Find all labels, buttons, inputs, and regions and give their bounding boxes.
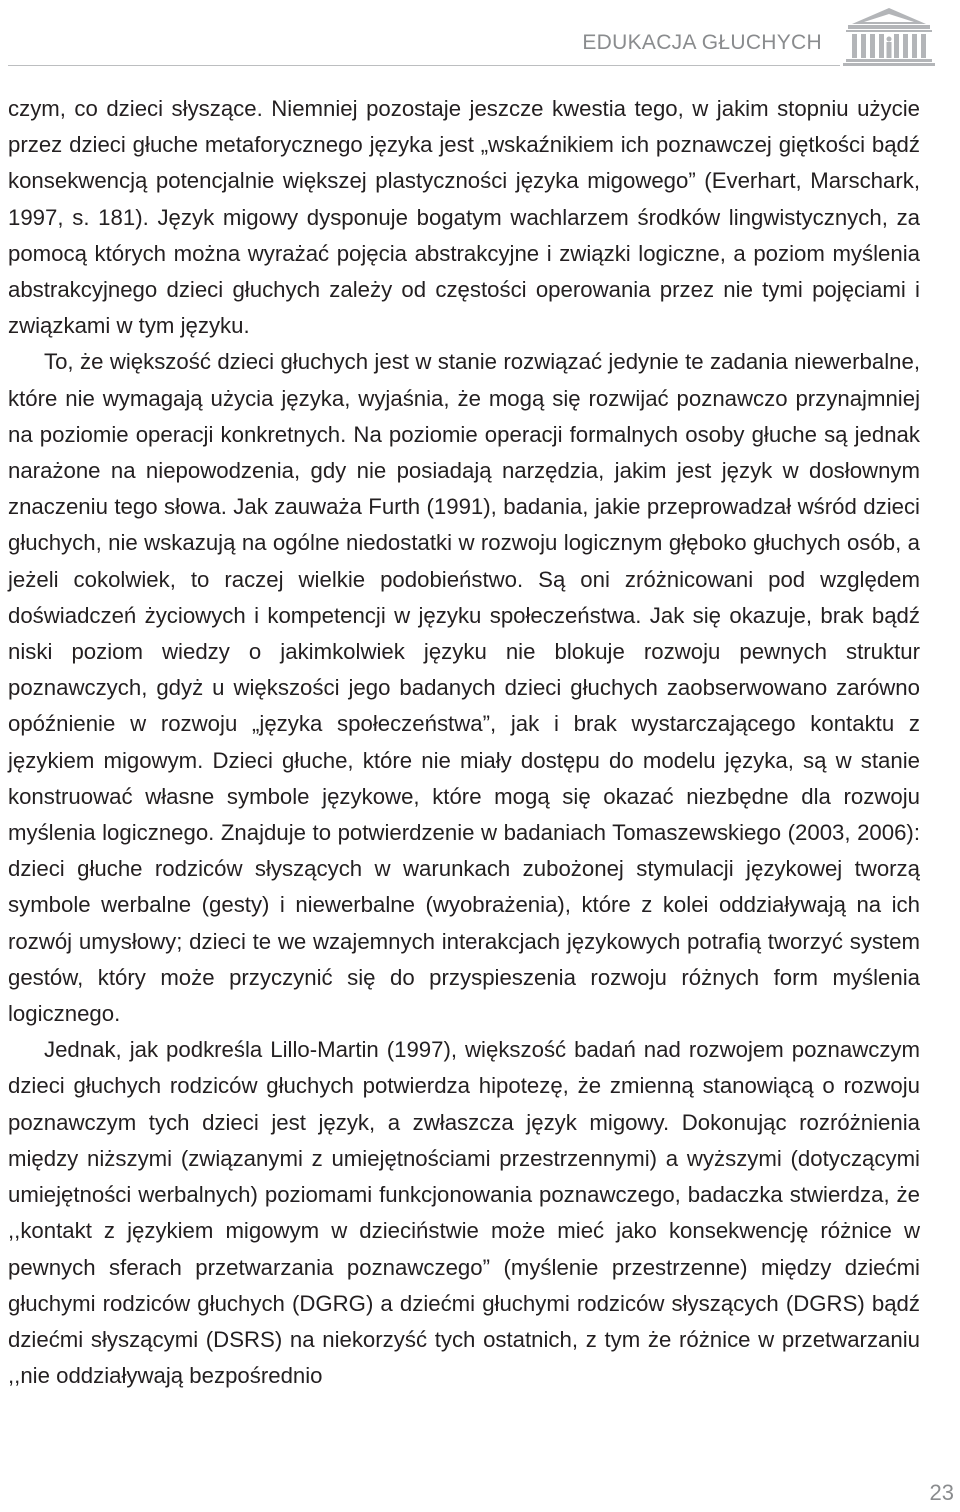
page-header	[0, 0, 960, 80]
page-number: 23	[929, 1480, 954, 1505]
header-rule	[8, 65, 840, 66]
body-text	[8, 91, 920, 1394]
running-head-title: EDUKACJA GŁUCHYCH	[582, 31, 822, 54]
paragraph-2: To, że większość dzieci głuchych jest w stanie rozwiązać jedynie te zadania niewerbalne, które nie wymagają użycia języka, wyjaśnia, że mogą się rozwijać poznawczo przynajmniej na poziomie operacji konkretnych. Na poziomie operacji formalnych osoby głuche są jednak narażone na niepowodzenia, gdy nie posiadają narzędzia, jakim jest język w dosłownym znaczeniu tego słowa. Jak zauważa Furth (1991), badania, jakie przeprowadzał wśród dzieci głuchych, nie wskazują na ogólne niedostatki w rozwoju logicznym głęboko głuchych osób, a jeżeli cokolwiek, to raczej wielkie podobieństwo. Są oni zróżnicowani pod względem doświadczeń życiowych i kompetencji w języku społeczeństwa. Jak się okazuje, brak bądź niski poziom wiedzy o jakimkolwiek języku nie blokuje rozwoju pewnych struktur poznawczych, gdyż u większości jego badanych dzieci głuchych zaobserwowano zarówno opóźnienie w rozwoju „języka społeczeństwa”, jak i brak wystarczającego kontaktu z językiem migowym. Dzieci głuche, które nie miały dostępu do modelu języka, są w stanie konstruować własne symbole językowe, które mogą się okazać niezbędne dla rozwoju myślenia logicznego. Znajduje to potwierdzenie w badaniach Tomaszewskiego (2003, 2006): dzieci głuche rodziców słyszących w warunkach zubożonej stymulacji językowej tworzą symbole werbalne (gesty) i niewerbalne (wyobrażenia), które z kolei oddziaływają na ich rozwój umysłowy; dzieci te we wzajemnych interakcjach językowych potrafią tworzyć system gestów, który może przyczynić się do przyspieszenia rozwoju różnych form myślenia logicznego.	[8, 349, 920, 1027]
paragraph-3: Jednak, jak podkreśla Lillo-Martin (1997), większość badań nad rozwojem poznawczym dzieci głuchych rodziców głuchych potwierdza hipotezę, że zmienną stanowiącą o rozwoju poznawczym tych dzieci jest język, a zwłaszcza język migowy. Dokonując rozróżnienia między niższymi (związanymi z umiejętnościami przestrzennymi) a wyższymi (dotyczącymi umiejętności werbalnych) poziomami funkcjonowania poznawczego, badaczka stwierdza, że ,,kontakt z językiem migowym w dzieciństwie może mieć jako konsekwencję różnice w pewnych sferach przetwarzania poznawczego” (myślenie przestrzenne) między dziećmi głuchymi rodziców głuchych (DGRG) a dziećmi głuchymi rodziców słyszących (DGRS) bądź dziećmi słyszącymi (DSRS) na niekorzyść tych ostatnich, z tym że różnice w przetwarzaniu ,,nie oddziaływają bezpośrednio	[8, 1037, 920, 1389]
paragraph-1: czym, co dzieci słyszące. Niemniej pozostaje jeszcze kwestia tego, w jakim stopniu użycie przez dzieci głuche metaforycznego języka jest „wskaźnikiem ich poznawczej giętkości bądź konsekwencją potencjalnie większej plastyczności języka migowego” (Everhart, Marschark, 1997, s. 181). Język migowy dysponuje bogatym wachlarzem środków lingwistycznych, za pomocą których można wyrażać pojęcia abstrakcyjne i związki logiczne, a poziom myślenia abstrakcyjnego dzieci głuchych zależy od częstości operowania przez nie tymi pojęciami i związkami w tym języku.	[8, 96, 920, 339]
building-columns-logo-icon	[842, 6, 936, 68]
